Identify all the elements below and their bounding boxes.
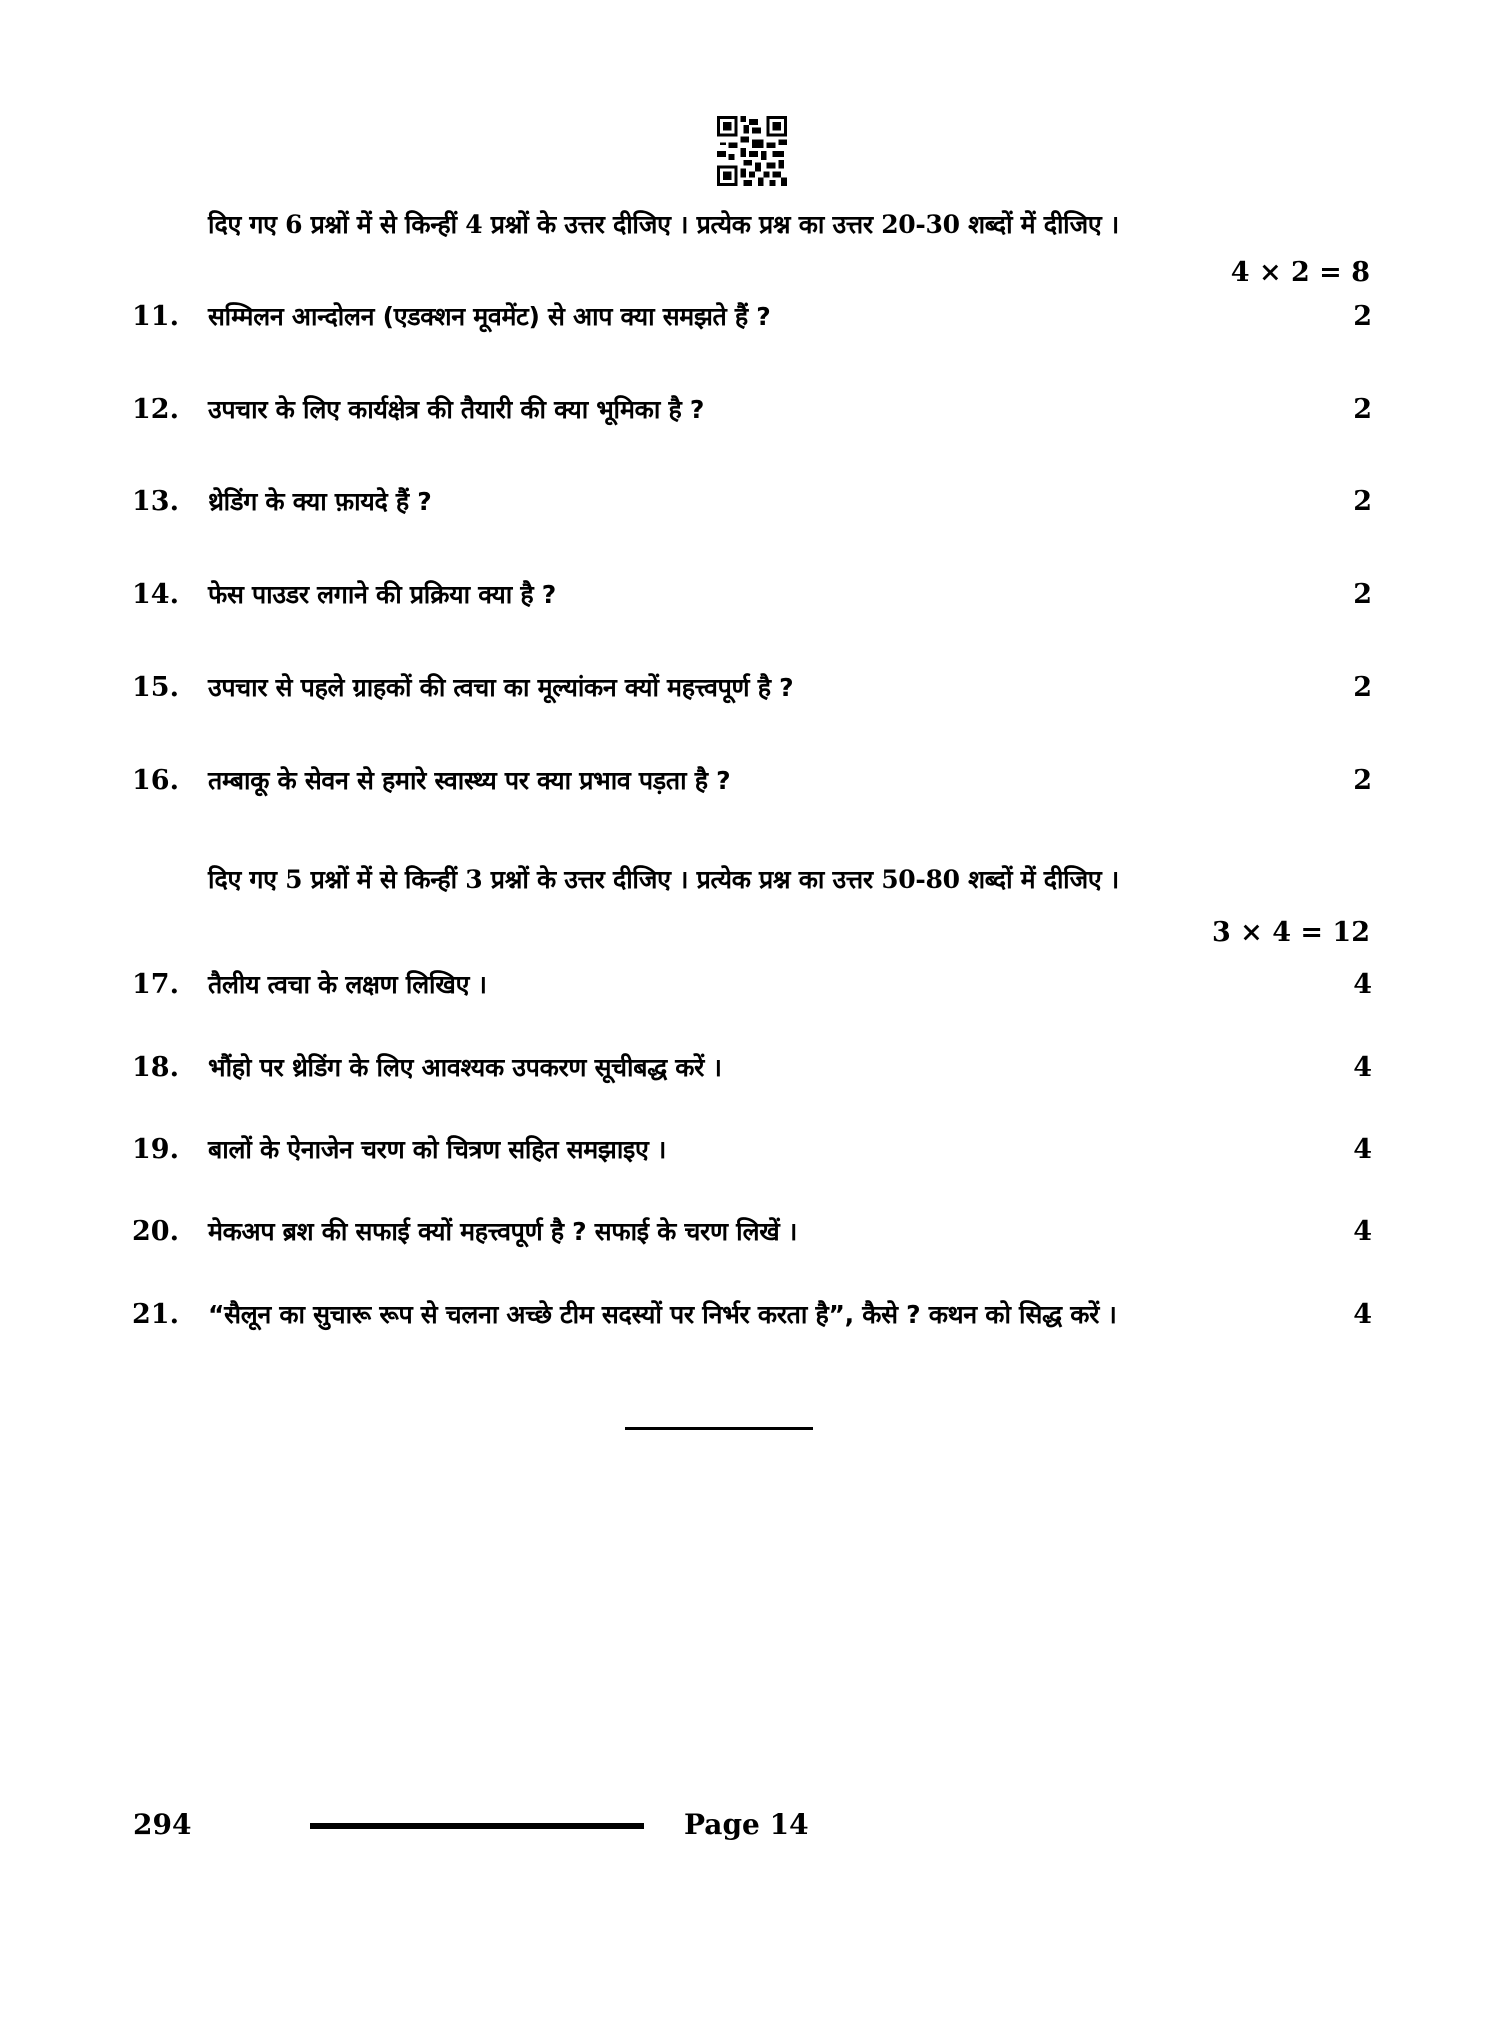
instruction-word-limit: 20-30 [881,210,960,239]
question-text: तैलीय त्वचा के लक्षण लिखिए । [208,970,487,999]
question-number: 13. [132,485,179,517]
question-marks: 4 [1353,1215,1372,1247]
question-marks: 2 [1353,764,1372,796]
instruction-text: प्रश्नों में से किन्हीं [302,865,466,894]
question-marks: 2 [1353,393,1372,425]
question-marks: 2 [1353,578,1372,610]
question-marks: 4 [1353,1133,1372,1165]
question-row [132,760,1372,800]
instruction-text: शब्दों में दीजिए । [959,210,1119,239]
instruction-count-attempt: 3 [465,865,483,894]
section-a-instruction [208,207,1368,241]
question-row [132,1129,1372,1169]
question-text: उपचार के लिए कार्यक्षेत्र की तैयारी की क्या भूमिका है ? [208,395,705,424]
question-row [132,574,1372,614]
question-text: मेकअप ब्रश की सफाई क्यों महत्त्वपूर्ण है ? सफाई के चरण लिखें । [208,1217,797,1246]
paper-code: 294 [133,1808,192,1841]
question-text: उपचार से पहले ग्राहकों की त्वचा का मूल्यांकन क्यों महत्त्वपूर्ण है ? [208,673,794,702]
instruction-text: दिए गए [208,210,286,239]
question-marks: 4 [1353,1298,1372,1330]
end-of-paper-divider [625,1427,813,1430]
question-number: 11. [132,300,179,332]
question-row [132,1211,1372,1251]
question-text: भौंहो पर थ्रेडिंग के लिए आवश्यक उपकरण सूचीबद्ध करें । [208,1053,722,1082]
question-text: “सैलून का सुचारू रूप से चलना अच्छे टीम सदस्यों पर निर्भर करता है”, कैसे ? कथन को सिद्ध करें । [208,1300,1117,1329]
section-a-total-marks: 4 × 2 = 8 [1230,257,1370,288]
question-text: थ्रेडिंग के क्या फ़ायदे हैं ? [208,487,432,516]
instruction-text: प्रश्नों के उत्तर दीजिए । प्रत्येक प्रश्न का उत्तर [482,865,882,894]
question-number: 21. [132,1298,179,1330]
question-text: सम्मिलन आन्दोलन (एडक्शन मूवमेंट) से आप क्या समझते हैं ? [208,302,771,331]
question-row [132,1047,1372,1087]
instruction-word-limit: 50-80 [881,865,960,894]
section-b-instruction [208,862,1368,896]
instruction-count-attempt: 4 [465,210,483,239]
instruction-count-total: 5 [285,865,303,894]
question-number: 14. [132,578,179,610]
question-marks: 2 [1353,485,1372,517]
instruction-text: प्रश्नों में से किन्हीं [302,210,466,239]
question-row [132,481,1372,521]
question-row [132,667,1372,707]
question-number: 18. [132,1051,179,1083]
footer-divider [310,1823,644,1829]
section-b-total-marks: 3 × 4 = 12 [1212,917,1370,948]
question-number: 20. [132,1215,179,1247]
instruction-text: प्रश्नों के उत्तर दीजिए । प्रत्येक प्रश्न का उत्तर [482,210,882,239]
question-number: 12. [132,393,179,425]
question-number: 15. [132,671,179,703]
question-marks: 2 [1353,300,1372,332]
question-text: तम्बाकू के सेवन से हमारे स्वास्थ्य पर क्या प्रभाव पड़ता है ? [208,766,731,795]
question-row [132,389,1372,429]
qr-code-icon [716,116,788,186]
page-number: Page 14 [684,1808,809,1841]
question-marks: 4 [1353,968,1372,1000]
qr-code [716,116,788,186]
question-marks: 4 [1353,1051,1372,1083]
instruction-text: दिए गए [208,865,286,894]
question-text: बालों के ऐनाजेन चरण को चित्रण सहित समझाइए । [208,1135,667,1164]
question-text: फेस पाउडर लगाने की प्रक्रिया क्या है ? [208,580,556,609]
question-number: 16. [132,764,179,796]
question-marks: 2 [1353,671,1372,703]
question-row [132,1294,1372,1334]
question-number: 19. [132,1133,179,1165]
question-row [132,964,1372,1004]
instruction-count-total: 6 [285,210,303,239]
question-number: 17. [132,968,179,1000]
question-row [132,296,1372,336]
instruction-text: शब्दों में दीजिए । [959,865,1119,894]
